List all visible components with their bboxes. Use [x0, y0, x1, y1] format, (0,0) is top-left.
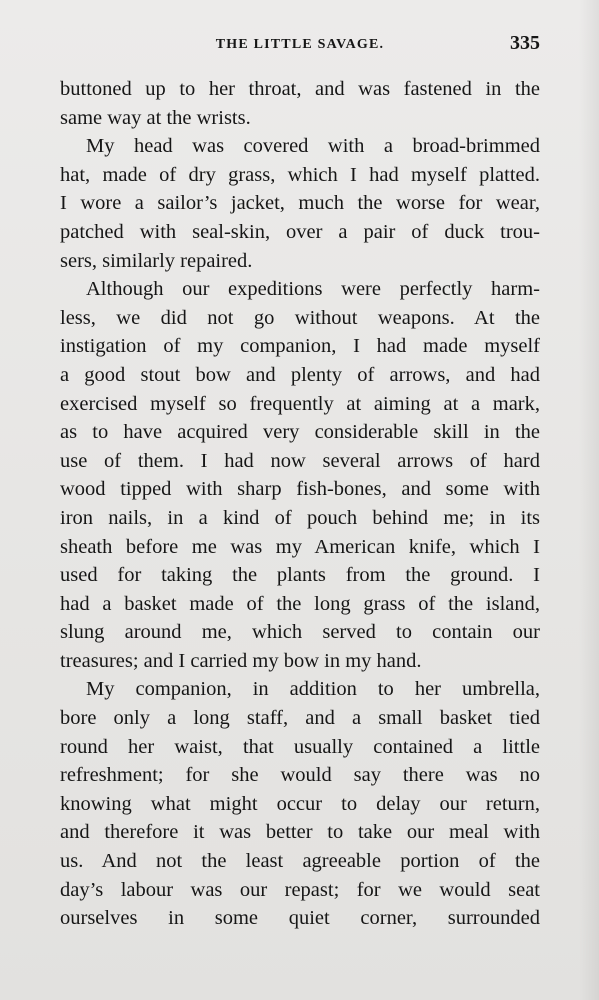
text-line: bore only a long staff, and a small basket tied — [60, 707, 540, 730]
text-line: a good stout bow and plenty of arrows, and had — [60, 363, 540, 386]
text-line: used for taking the plants from the ground. I — [60, 564, 540, 587]
text-line: knowing what might occur to delay our return, — [60, 792, 540, 815]
text-line: sheath before me was my American knife, which I — [60, 535, 540, 558]
text-line: as to have acquired very considerable skill in the — [60, 421, 540, 444]
text-line: instigation of my companion, I had made myself — [60, 335, 540, 358]
text-line: My companion, in addition to her umbrella, — [86, 678, 540, 701]
text-line: hat, made of dry grass, which I had myself platted. — [60, 163, 540, 186]
text-line: refreshment; for she would say there was no — [60, 764, 540, 787]
text-line: sers, similarly repaired. — [60, 249, 253, 272]
text-line: exercised myself so frequently at aiming at a mark, — [60, 392, 540, 415]
text-line: treasures; and I carried my bow in my hand. — [60, 649, 422, 672]
text-line: and therefore it was better to take our meal with — [60, 821, 540, 844]
text-line: round her waist, that usually contained a little — [60, 735, 540, 758]
text-line: us. And not the least agreeable portion of the — [60, 850, 540, 873]
text-line: I wore a sailor’s jacket, much the worse for wear, — [60, 192, 540, 215]
text-line: buttoned up to her throat, and was fastened in the — [60, 78, 540, 100]
text-line: My head was covered with a broad-brimmed — [86, 135, 540, 158]
page-edge-shadow — [579, 0, 599, 1000]
text-line: day’s labour was our repast; for we would seat — [60, 878, 540, 901]
text-line: Although our expeditions were perfectly harm- — [86, 278, 540, 301]
text-line: use of them. I had now several arrows of hard — [60, 449, 540, 472]
page-header — [60, 34, 540, 60]
text-line: ourselves in some quiet corner, surrounded — [60, 907, 540, 930]
text-line: patched with seal-skin, over a pair of duck trou- — [60, 220, 540, 243]
text-line: slung around me, which served to contain our — [60, 621, 540, 644]
page-number: 335 — [510, 32, 540, 54]
text-line: same way at the wrists. — [60, 106, 251, 129]
running-head: THE LITTLE SAVAGE. — [215, 37, 385, 52]
text-line: less, we did not go without weapons. At the — [60, 306, 540, 329]
body-text — [60, 75, 540, 933]
text-line: had a basket made of the long grass of the island, — [60, 592, 540, 615]
text-line: wood tipped with sharp fish-bones, and some with — [60, 478, 540, 501]
text-line: iron nails, in a kind of pouch behind me; in its — [60, 506, 540, 529]
